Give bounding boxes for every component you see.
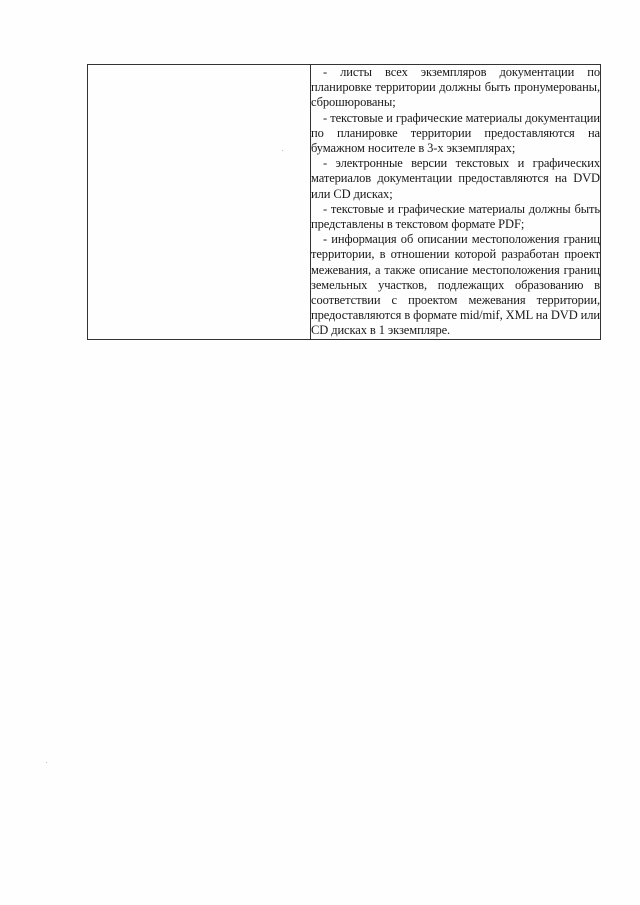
paragraph-boundary-info: - информация об описании местоположения границ территории, в отношении которой разработан проект межевания, а также описание местоположения границ земельных участков, подлежащих образованию в соответствии с проектом межевания территории, предоставляются в формате mid/mif, XML на DVD или CD дисках в 1 экземпляре. xyxy=(311,232,600,338)
table-row xyxy=(88,65,601,340)
scan-speck xyxy=(282,150,283,151)
scan-speck xyxy=(46,762,47,763)
paragraph-paper-copies: - текстовые и графические материалы документации по планировке территории предоставляются на бумажном носителе в 3-х экземплярах; xyxy=(311,110,600,156)
paragraph-electronic-versions: - электронные версии текстовых и графических материалов документации предоставляются на DVD или CD дисках; xyxy=(311,156,600,201)
right-cell xyxy=(311,65,601,340)
paragraph-numbering: - листы всех экземпляров документации по планировке территории должны быть пронумерованы, сброшюрованы; xyxy=(311,65,600,110)
requirements-table xyxy=(87,64,601,340)
paragraph-pdf-format: - текстовые и графические материалы должны быть представлены в текстовом формате PDF; xyxy=(311,201,600,232)
left-cell xyxy=(88,65,311,340)
